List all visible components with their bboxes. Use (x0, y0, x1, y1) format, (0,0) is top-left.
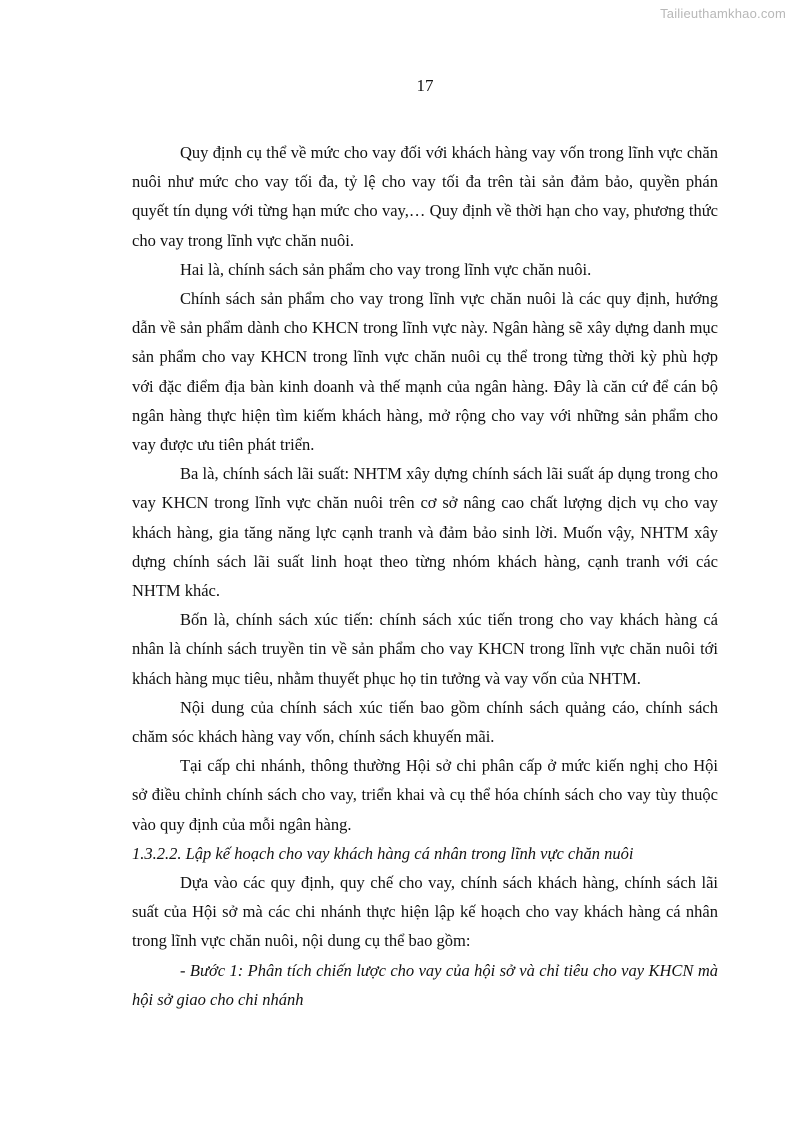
paragraph-promotion-content: Nội dung của chính sách xúc tiến bao gồm chính sách quảng cáo, chính sách chăm sóc khách hàng vay vốn, chính sách khuyến mãi. (132, 697, 718, 747)
paragraph-loan-limit-rules: Quy định cụ thể về mức cho vay đối với khách hàng vay vốn trong lĩnh vực chăn nuôi như mức cho vay tối đa, tỷ lệ cho vay tối đa trên tài sản đảm bảo, quyền phán quyết tín dụng với từng hạn mức cho vay,… Quy định về thời hạn cho vay, phương thức cho vay trong lĩnh vực chăn nuôi. (132, 143, 718, 250)
document-body (132, 138, 718, 1014)
paragraph-product-policy-title: Hai là, chính sách sản phẩm cho vay trong lĩnh vực chăn nuôi. (180, 259, 592, 279)
paragraph-promotion-policy: Bốn là, chính sách xúc tiến: chính sách xúc tiến trong cho vay khách hàng cá nhân là chính sách truyền tin về sản phẩm cho vay KHCN trong lĩnh vực chăn nuôi tới khách hàng mục tiêu, nhằm thuyết phục họ tin tưởng và vay vốn của NHTM. (132, 610, 718, 688)
section-intro-paragraph: Dựa vào các quy định, quy chế cho vay, chính sách khách hàng, chính sách lãi suất của Hội sở mà các chi nhánh thực hiện lập kế hoạch cho vay khách hàng cá nhân trong lĩnh vực chăn nuôi, nội dung cụ thể bao gồm: (132, 873, 718, 951)
step-1-paragraph: - Bước 1: Phân tích chiến lược cho vay của hội sở và chỉ tiêu cho vay KHCN mà hội sở giao cho chi nhánh (132, 960, 718, 1009)
paragraph-product-policy: Chính sách sản phẩm cho vay trong lĩnh vực chăn nuôi là các quy định, hướng dẫn về sản phẩm dành cho KHCN trong lĩnh vực này. Ngân hàng sẽ xây dựng danh mục sản phẩm cho vay KHCN trong lĩnh vực chăn nuôi cụ thể trong từng thời kỳ phù hợp với đặc điểm địa bàn kinh doanh và thế mạnh của ngân hàng. Đây là căn cứ để cán bộ ngân hàng thực hiện tìm kiếm khách hàng, mở rộng cho vay với những sản phẩm cho vay được ưu tiên phát triển. (132, 289, 718, 455)
paragraph-interest-policy: Ba là, chính sách lãi suất: NHTM xây dựng chính sách lãi suất áp dụng trong cho vay KHCN trong lĩnh vực chăn nuôi trên cơ sở nâng cao chất lượng dịch vụ cho vay khách hàng, gia tăng năng lực cạnh tranh và đảm bảo sinh lời. Muốn vậy, NHTM xây dựng chính sách lãi suất linh hoạt theo từng nhóm khách hàng, cạnh tranh với các NHTM khác. (132, 464, 718, 601)
paragraph-branch-level: Tại cấp chi nhánh, thông thường Hội sở chi phân cấp ở mức kiến nghị cho Hội sở điều chỉnh chính sách cho vay, triển khai và cụ thể hóa chính sách cho vay tùy thuộc vào quy định của mỗi ngân hàng. (132, 756, 718, 834)
page-number: 17 (416, 76, 434, 95)
watermark: Tailieuthamkhao.com (660, 6, 786, 21)
section-heading: 1.3.2.2. Lập kế hoạch cho vay khách hàng cá nhân trong lĩnh vực chăn nuôi (132, 843, 634, 863)
